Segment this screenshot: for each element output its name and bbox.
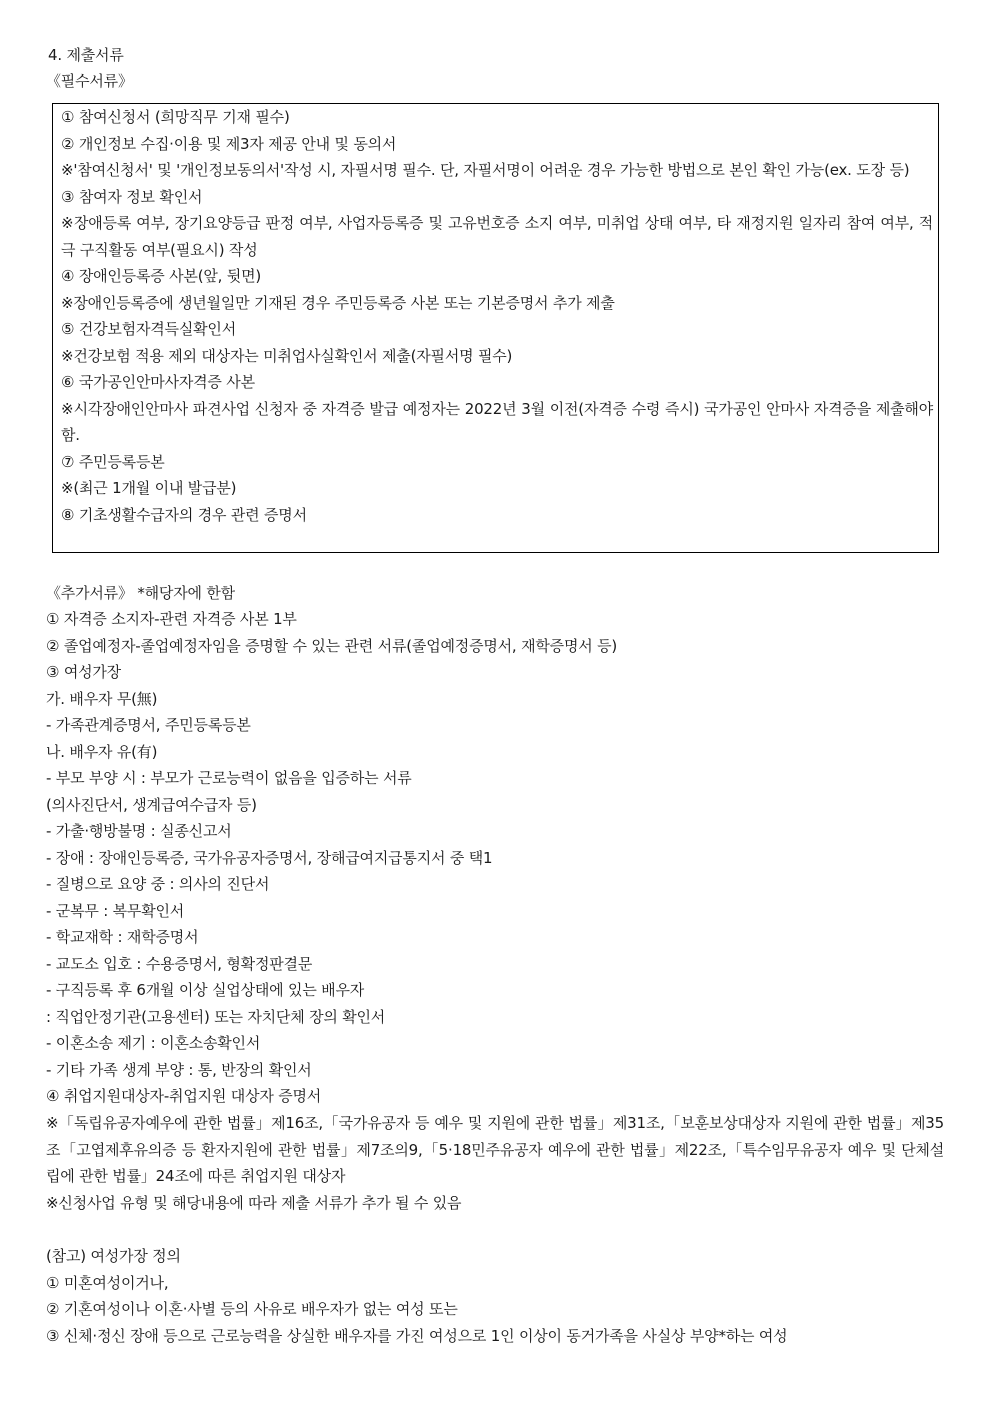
required-item-7: ⑦ 주민등록등본 — [61, 452, 165, 471]
required-docs-box — [52, 103, 939, 553]
additional-other: - 기타 가족 생계 부양 : 통, 반장의 확인서 — [46, 1061, 312, 1079]
required-note-info: ※장애등록 여부, 장기요양등급 판정 여부, 사업자등록증 및 고유번호증 소지 여부, 미취업 상태 여부, 타 재정지원 일자리 참여 여부, 적극 구직활동 여부(필요시) 작성 — [61, 214, 933, 259]
section-title: 4. 제출서류 — [48, 46, 124, 64]
additional-docs-heading: 《추가서류》 *해당자에 한함 — [46, 584, 235, 602]
additional-item-2: ② 졸업예정자-졸업예정자임을 증명할 수 있는 관련 서류(졸업예정증명서, 재학증명서 등) — [46, 637, 618, 655]
additional-sub-b: 나. 배우자 유(有) — [46, 743, 158, 761]
required-note-signature: ※'참여신청서' 및 '개인정보동의서'작성 시, 자필서명 필수. 단, 자필서명이 어려운 경우 가능한 방법으로 본인 확인 가능(ex. 도장 등) — [61, 161, 910, 179]
additional-missing: - 가출·행방불명 : 실종신고서 — [46, 822, 232, 840]
additional-school: - 학교재학 : 재학증명서 — [46, 928, 199, 946]
reference-item-2: ② 기혼여성이나 이혼·사별 등의 사유로 배우자가 없는 여성 또는 — [46, 1300, 458, 1318]
additional-divorce: - 이혼소송 제기 : 이혼소송확인서 — [46, 1034, 261, 1052]
required-item-6: ⑥ 국가공인안마사자격증 사본 — [61, 373, 255, 391]
additional-note: ※신청사업 유형 및 해당내용에 따라 제출 서류가 추가 될 수 있음 — [46, 1194, 462, 1212]
required-item-2: ② 개인정보 수집·이용 및 제3자 제공 안내 및 동의서 — [61, 134, 397, 153]
reference-heading: (참고) 여성가장 정의 — [46, 1247, 181, 1265]
additional-sub-a: 가. 배우자 무(無) — [46, 690, 158, 708]
required-note-massage: ※시각장애인안마사 파견사업 신청자 중 자격증 발급 예정자는 2022년 3월 이전(자격증 수령 즉시) 국가공인 안마사 자격증을 제출해야함. — [61, 399, 933, 444]
required-docs-list — [61, 104, 933, 528]
required-note-recent: ※(최근 1개월 이내 발급분) — [61, 479, 237, 497]
additional-disability: - 장애 : 장애인등록증, 국가유공자증명서, 장해급여지급통지서 중 택1 — [46, 849, 493, 867]
additional-law-note: ※「독립유공자예우에 관한 법률」제16조,「국가유공자 등 예우 및 지원에 관한 법률」제31조,「보훈보상대상자 지원에 관한 법률」제35조「고엽제후유의증 등 환자지원에 관한 법률」제7조의9,「5·18민주유공자 예우에 관한 법률」제22조,「특수임무유공자 예우 및 단체설립에 관한 법률」24조에 따른 취업지원 대상자 — [46, 1114, 944, 1185]
required-item-5: ⑤ 건강보험자격득실확인서 — [61, 320, 237, 338]
additional-illness: - 질병으로 요양 중 : 의사의 진단서 — [46, 875, 270, 893]
required-note-insurance: ※건강보험 적용 제외 대상자는 미취업사실확인서 제출(자필서명 필수) — [61, 346, 513, 365]
required-docs-heading: 《필수서류》 — [46, 72, 133, 90]
required-item-3: ③ 참여자 정보 확인서 — [61, 187, 203, 206]
required-item-8: ⑧ 기초생활수급자의 경우 관련 증명서 — [61, 505, 307, 524]
additional-parents-docs: (의사진단서, 생계급여수급자 등) — [46, 796, 257, 814]
additional-parents: - 부모 부양 시 : 부모가 근로능력이 없음을 입증하는 서류 — [46, 769, 412, 787]
additional-item-4: ④ 취업지원대상자-취업지원 대상자 증명서 — [46, 1087, 322, 1105]
additional-sub-a-docs: - 가족관계증명서, 주민등록등본 — [46, 716, 251, 734]
reference-item-1: ① 미혼여성이거나, — [46, 1274, 169, 1292]
additional-unemployed: - 구직등록 후 6개월 이상 실업상태에 있는 배우자 — [46, 981, 365, 999]
required-note-disability: ※장애인등록증에 생년월일만 기재된 경우 주민등록증 사본 또는 기본증명서 추가 제출 — [61, 293, 615, 312]
required-item-1: ① 참여신청서 (희망직무 기재 필수) — [61, 108, 290, 126]
required-item-4: ④ 장애인등록증 사본(앞, 뒷면) — [61, 267, 262, 285]
additional-prison: - 교도소 입호 : 수용증명서, 형확정판결문 — [46, 955, 313, 973]
additional-unemployed-docs: : 직업안정기관(고용센터) 또는 자치단체 장의 확인서 — [46, 1008, 386, 1026]
additional-item-1: ① 자격증 소지자-관련 자격증 사본 1부 — [46, 610, 297, 628]
additional-military: - 군복무 : 복무확인서 — [46, 902, 185, 920]
reference-item-3: ③ 신체·정신 장애 등으로 근로능력을 상실한 배우자를 가진 여성으로 1인 이상이 동거가족을 사실상 부양*하는 여성 — [46, 1327, 788, 1345]
additional-item-3: ③ 여성가장 — [46, 663, 121, 681]
